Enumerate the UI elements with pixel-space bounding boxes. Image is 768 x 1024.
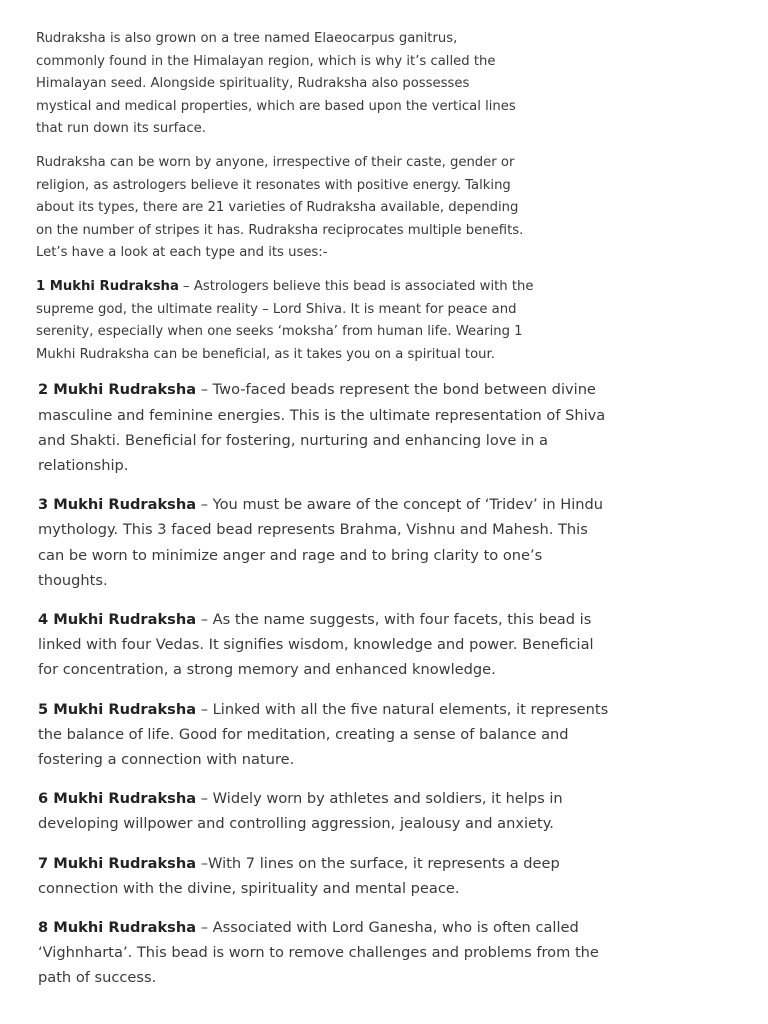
type-item-7 — [36, 851, 616, 901]
type-item-2 — [36, 377, 616, 478]
type-title: 7 Mukhi Rudraksha — [38, 854, 197, 872]
type-description: – Associated with Lord Ganesha, who is often called ‘Vighnharta’. This bead is worn to remove challenges and problems from the path of success. — [38, 918, 599, 987]
type-title: 5 Mukhi Rudraksha — [38, 700, 197, 718]
type-description: – Two-faced beads represent the bond between divine masculine and feminine energies. This is the ultimate representation of Shiva and Shakti. Beneficial for fostering, nurturing and enhancing love in a relationship. — [38, 381, 606, 474]
type-description: –With 7 lines on the surface, it represents a deep connection with the divine, spirituality and mental peace. — [38, 854, 560, 897]
type-description: – Linked with all the five natural elements, it represents the balance of life. Good for meditation, creating a sense of balance and fostering a connection with nature. — [38, 700, 609, 768]
type-item-5 — [36, 697, 616, 773]
type-title: 2 Mukhi Rudraksha — [38, 381, 197, 399]
type-description: – As the name suggests, with four facets, this bead is linked with four Vedas. It signifies wisdom, knowledge and power. Beneficial for concentration, a strong memory and enhanced knowledge. — [38, 610, 594, 679]
type-title: 8 Mukhi Rudraksha — [38, 918, 197, 936]
type-title: 1 Mukhi Rudraksha — [36, 278, 179, 294]
type-description: – Widely worn by athletes and soldiers, it helps in developing willpower and controlling aggression, jealousy and anxiety. — [38, 790, 563, 833]
type-description: – You must be aware of the concept of ‘Tridev’ in Hindu mythology. This 3 faced bead represents Brahma, Vishnu and Mahesh. This can be worn to minimize anger and rage and to bring clarity to one’s thoughts. — [38, 496, 604, 589]
intro-paragraph-2: Rudraksha can be worn by anyone, irrespective of their caste, gender or religion, as astrologers believe it resonates with positive energy. Talking about its types, there are 21 varieties of Rudraksha available, depending on the number of stripes it has. Rudraksha reciprocates multiple benefits. Let’s have a look at each type and its uses:- — [36, 154, 524, 261]
type-title: 6 Mukhi Rudraksha — [38, 790, 197, 808]
type-item-6 — [36, 786, 616, 836]
intro-paragraph-1: Rudraksha is also grown on a tree named Elaeocarpus ganitrus, commonly found in the Himalayan region, which is why it’s called the Himalayan seed. Alongside spirituality, Rudraksha also possesses mystical and medical properties, which are based upon the vertical lines that run down its surface. — [36, 31, 516, 137]
type-description: – Astrologers believe this bead is associated with the supreme god, the ultimate reality – Lord Shiva. It is meant for peace and serenity, especially when one seeks ‘moksha’ from human life. Wearing 1 Mukhi Rudraksha can be beneficial, as it takes you on a spiritual tour. — [36, 278, 534, 362]
type-title: 3 Mukhi Rudraksha — [38, 496, 197, 514]
type-item-8 — [36, 915, 616, 991]
type-title: 4 Mukhi Rudraksha — [38, 610, 197, 628]
article-body — [36, 28, 616, 1005]
type-item-1 — [36, 276, 546, 366]
type-item-3 — [36, 492, 616, 593]
type-item-4 — [36, 607, 616, 683]
